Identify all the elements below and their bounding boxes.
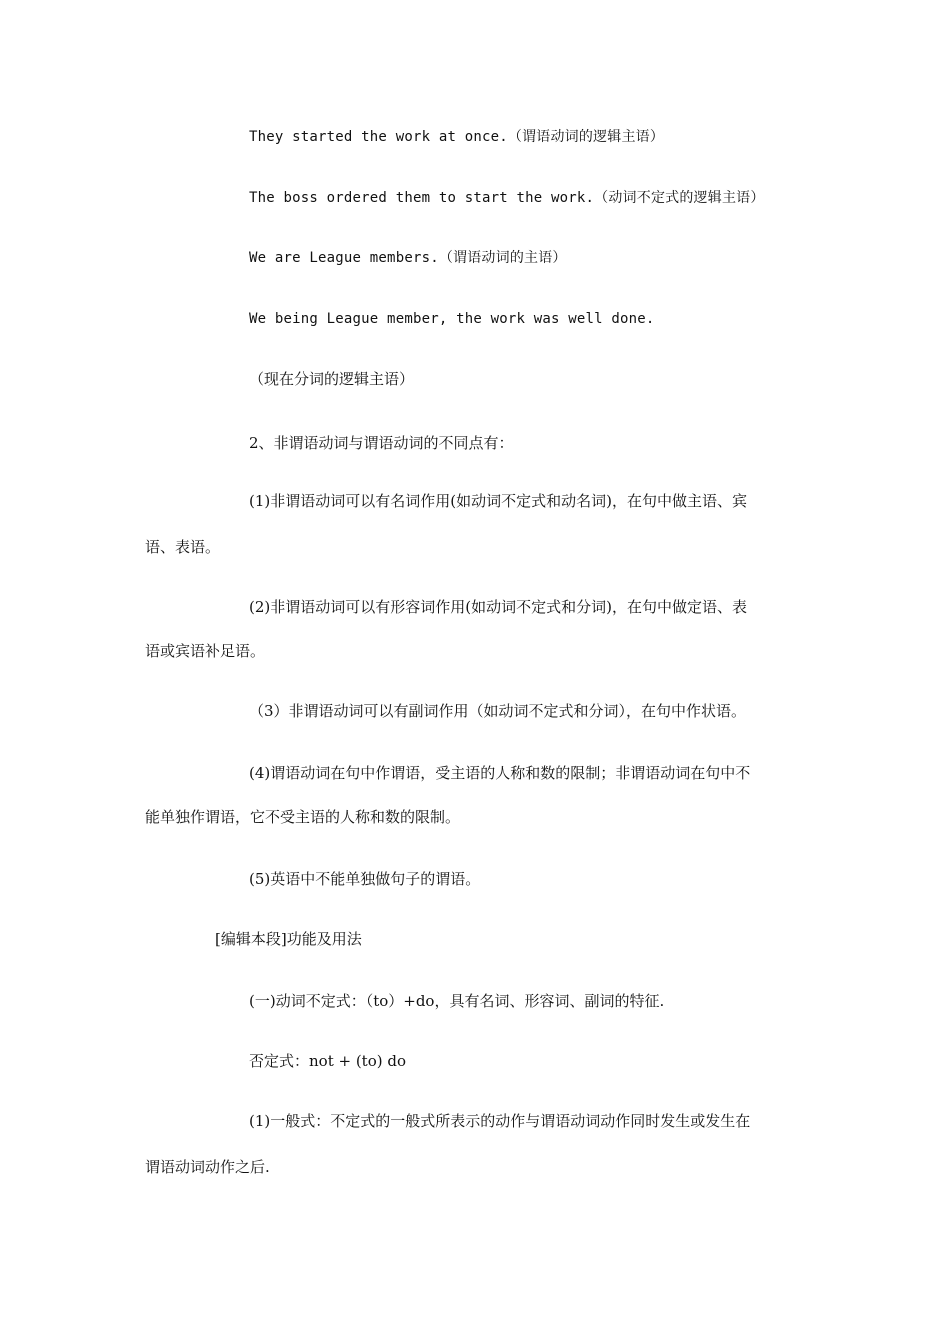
point-4-line-1: (4)谓语动词在句中作谓语，受主语的人称和数的限制；非谓语动词在句中不	[249, 764, 751, 782]
general-form-line-1: (1)一般式：不定式的一般式所表示的动作与谓语动词动作同时发生或发生在	[249, 1112, 751, 1130]
example-sentence-4-note: （现在分词的逻辑主语）	[249, 370, 415, 388]
point-3: （3）非谓语动词可以有副词作用（如动词不定式和分词），在句中作状语。	[249, 702, 747, 720]
example-sentence-4: We being League member, the work was well done.	[249, 311, 655, 327]
infinitive-heading: (一)动词不定式：（to）+do，具有名词、形容词、副词的特征.	[249, 992, 665, 1010]
general-form-line-2: 谓语动词动作之后.	[145, 1158, 270, 1176]
negative-form: 否定式：not + (to) do	[249, 1052, 406, 1070]
point-4-line-2: 能单独作谓语，它不受主语的人称和数的限制。	[145, 808, 461, 826]
point-2-line-2: 语或宾语补足语。	[145, 642, 266, 660]
point-1-line-1: (1)非谓语动词可以有名词作用(如动词不定式和动名词)，在句中做主语、宾	[249, 492, 747, 510]
point-1-line-2: 语、表语。	[145, 538, 221, 556]
example-sentence-2: The boss ordered them to start the work.（动词不定式的逻辑主语）	[249, 190, 765, 206]
point-5: (5)英语中不能单独做句子的谓语。	[249, 870, 481, 888]
section-heading-usage: [编辑本段]功能及用法	[215, 930, 362, 948]
example-sentence-1: They started the work at once.（谓语动词的逻辑主语）	[249, 129, 665, 145]
point-2-line-1: (2)非谓语动词可以有形容词作用(如动词不定式和分词)，在句中做定语、表	[249, 598, 747, 616]
section-2-heading: 2、非谓语动词与谓语动词的不同点有：	[249, 434, 514, 452]
example-sentence-3: We are League members.（谓语动词的主语）	[249, 250, 567, 266]
